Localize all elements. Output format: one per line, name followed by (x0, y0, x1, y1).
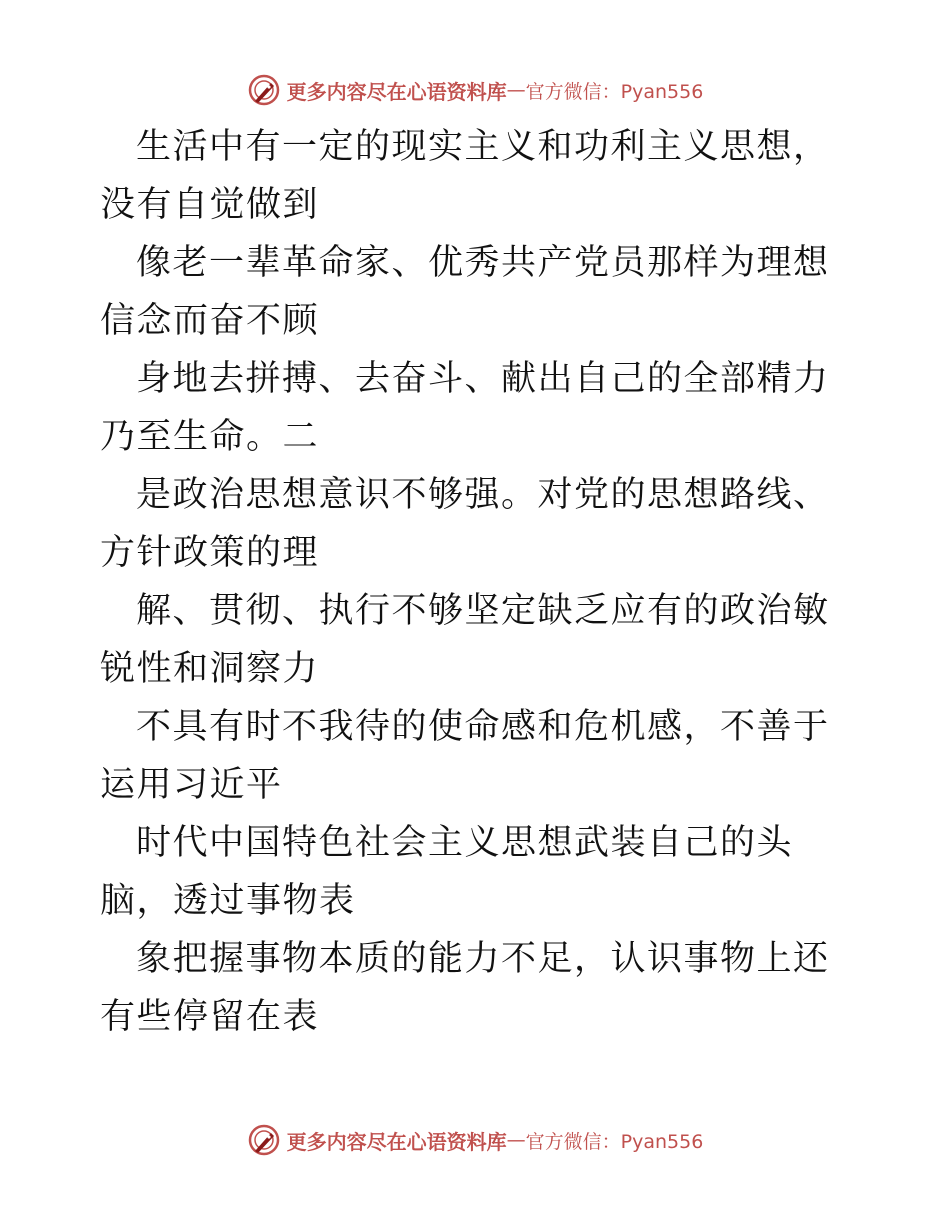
paragraph-line: 生活中有一定的现实主义和功利主义思想，没有自觉做到 (100, 127, 830, 225)
footer-banner-dash: — (506, 1129, 526, 1151)
paragraph-line: 解、贯彻、执行不够坚定缺乏应有的政治敏锐性和洞察力 (100, 591, 830, 689)
pen-nib-logo-icon (247, 1123, 281, 1157)
header-banner-contact: 官方微信：Pyan556 (525, 80, 704, 103)
header-banner-dash: — (506, 79, 526, 101)
document-body (100, 118, 860, 1046)
paragraph-line: 象把握事物本质的能力不足，认识事物上还有些停留在表 (100, 939, 830, 1037)
footer-banner (0, 1120, 950, 1160)
paragraph-line: 不具有时不我待的使命感和危机感，不善于运用习近平 (100, 707, 830, 805)
paragraph-line: 身地去拼搏、去奋斗、献出自己的全部精力乃至生命。二 (100, 359, 830, 457)
paragraph-line: 像老一辈革命家、优秀共产党员那样为理想信念而奋不顾 (100, 243, 830, 341)
paragraph-line: 时代中国特色社会主义思想武装自己的头脑，透过事物表 (100, 823, 794, 921)
header-banner (0, 70, 950, 110)
pen-nib-logo-icon (247, 73, 281, 107)
footer-banner-title: 更多内容尽在心语资料库 (286, 1129, 507, 1154)
header-banner-title: 更多内容尽在心语资料库 (286, 79, 507, 104)
paragraph-line: 是政治思想意识不够强。对党的思想路线、方针政策的理 (100, 475, 830, 573)
footer-banner-contact: 官方微信：Pyan556 (525, 1130, 704, 1153)
